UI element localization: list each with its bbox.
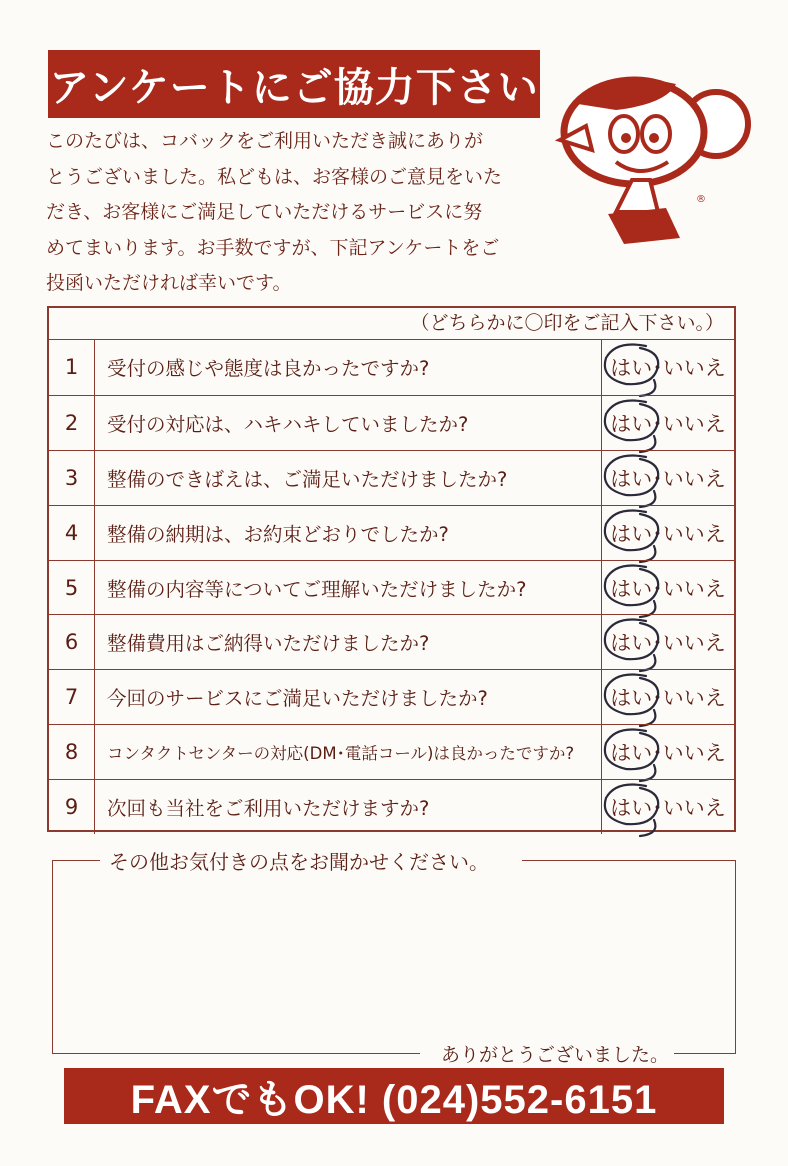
answer-choice[interactable]: [601, 451, 734, 505]
question-text: 整備の納期は、お約束どおりでしたか?: [107, 522, 449, 546]
answer-no[interactable]: いいえ: [662, 741, 726, 766]
answer-yes[interactable]: はい: [610, 466, 653, 491]
thanks-text: ありがとうございました。: [439, 1040, 671, 1067]
question-text: 整備のできばえは、ご満足いただけましたか?: [107, 467, 508, 491]
answer-yes[interactable]: はい: [610, 521, 653, 546]
separator-dot: ･: [652, 741, 663, 766]
separator-dot: ･: [652, 631, 663, 656]
answer-no[interactable]: いいえ: [662, 466, 726, 491]
answer-no[interactable]: いいえ: [662, 631, 726, 656]
survey-row: [49, 779, 734, 834]
question-text: 整備費用はご納得いただけましたか?: [107, 632, 430, 656]
question-text: コンタクトセンターの対応(DM･電話コール)は良かったですか?: [107, 744, 575, 764]
question-text: 受付の感じや態度は良かったですか?: [107, 357, 430, 381]
question-text: 整備の内容等についてご理解いただけましたか?: [107, 577, 527, 601]
survey-row: [49, 450, 734, 505]
question-number: 6: [49, 615, 95, 669]
answer-choice[interactable]: [601, 396, 734, 450]
survey-instruction: （どちらかに〇印をご記入下さい。）: [49, 308, 734, 340]
answer-yes[interactable]: はい: [610, 631, 653, 656]
question-text: 次回も当社をご利用いただけますか?: [107, 797, 430, 821]
separator-dot: ･: [652, 796, 663, 821]
answer-yes[interactable]: はい: [610, 576, 653, 601]
question-text: 今回のサービスにご満足いただけましたか?: [107, 687, 488, 711]
intro-line: このたびは、コバックをご利用いただき誠にありが: [46, 130, 484, 152]
separator-dot: ･: [652, 576, 663, 601]
question-number: 4: [49, 506, 95, 560]
answer-yes[interactable]: はい: [610, 741, 653, 766]
intro-line: とうございました。私どもは、お客様のご意見をいた: [46, 165, 503, 188]
survey-row: [49, 340, 734, 395]
answer-choice[interactable]: [601, 561, 734, 615]
answer-choice[interactable]: [601, 670, 734, 724]
intro-line: めてまいります。お手数ですが、下記アンケートをご: [46, 236, 500, 259]
separator-dot: ･: [652, 686, 663, 711]
intro-line: 投函いただければ幸いです。: [46, 272, 292, 294]
question-number: 9: [49, 780, 95, 834]
answer-choice[interactable]: [601, 780, 734, 834]
survey-row: [49, 560, 734, 615]
survey-row: [49, 669, 734, 724]
separator-dot: ･: [652, 411, 663, 436]
answer-yes[interactable]: はい: [610, 796, 653, 821]
answer-choice[interactable]: [601, 725, 734, 779]
comments-box[interactable]: [52, 850, 736, 1066]
survey-row: [49, 395, 734, 450]
answer-yes[interactable]: はい: [610, 686, 653, 711]
kobac-mascot-icon: [546, 62, 756, 252]
separator-dot: ･: [652, 356, 663, 381]
survey-row: [49, 724, 734, 779]
answer-no[interactable]: いいえ: [662, 576, 726, 601]
registered-mark: ®: [696, 194, 706, 205]
question-number: 1: [49, 340, 95, 395]
question-number: 2: [49, 396, 95, 450]
question-number: 8: [49, 725, 95, 779]
fax-banner: FAXでもOK! (024)552-6151: [64, 1068, 724, 1124]
answer-yes[interactable]: はい: [610, 411, 653, 436]
separator-dot: ･: [652, 521, 663, 546]
answer-choice[interactable]: [601, 340, 734, 395]
survey-title: アンケートにご協力下さい: [48, 50, 540, 118]
answer-choice[interactable]: [601, 506, 734, 560]
question-number: 5: [49, 561, 95, 615]
survey-row: [49, 614, 734, 669]
answer-no[interactable]: いいえ: [662, 686, 726, 711]
comments-label: その他お気付きの点をお聞かせください。: [107, 846, 491, 875]
survey-table: [47, 306, 736, 832]
question-number: 3: [49, 451, 95, 505]
intro-line: だき、お客様にご満足していただけるサービスに努: [46, 201, 483, 223]
answer-yes[interactable]: はい: [610, 356, 653, 381]
question-number: 7: [49, 670, 95, 724]
answer-no[interactable]: いいえ: [662, 411, 726, 436]
answer-no[interactable]: いいえ: [662, 796, 726, 821]
question-text: 受付の対応は、ハキハキしていましたか?: [107, 412, 469, 436]
survey-row: [49, 505, 734, 560]
answer-no[interactable]: いいえ: [662, 521, 726, 546]
answer-no[interactable]: いいえ: [662, 356, 726, 381]
separator-dot: ･: [652, 466, 663, 491]
intro-text: [46, 124, 546, 302]
answer-choice[interactable]: [601, 615, 734, 669]
